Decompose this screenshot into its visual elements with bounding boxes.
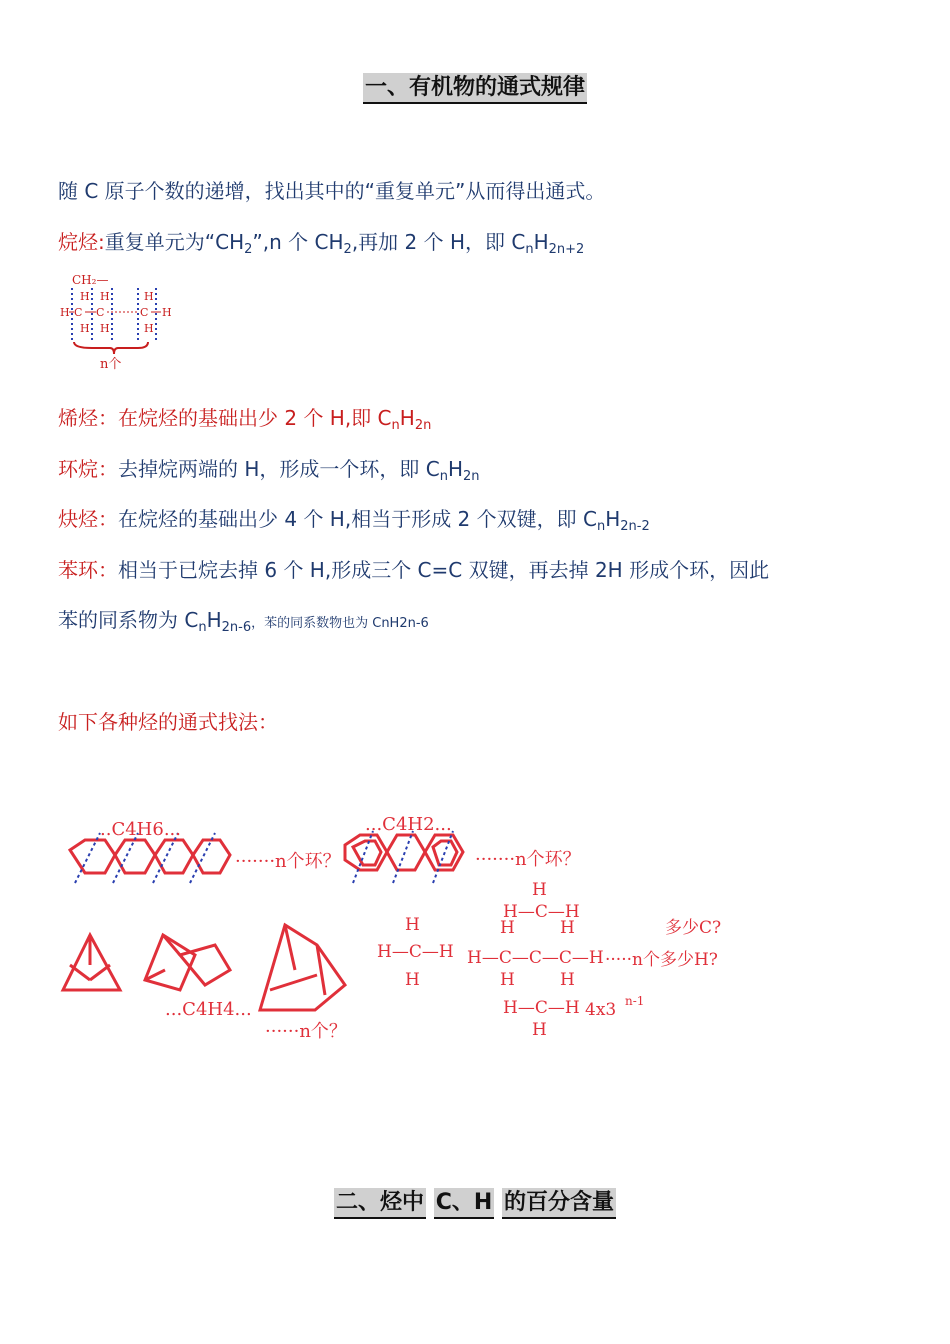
svg-text:H: H (60, 306, 70, 319)
c4h2-label: ...C4H2... (365, 814, 452, 835)
section1-title: 一、有机物的通式规律 (363, 73, 587, 104)
alkane-diagram-n: n个 (100, 357, 122, 372)
factor-exponent: n-1 (625, 994, 645, 1008)
svg-text:H: H (560, 918, 575, 938)
svg-text:H: H (144, 322, 154, 335)
c4h6-label: ..C4H6... (100, 819, 181, 840)
alkene-line: 烯烃：在烷烃的基础出少 2 个 H,即 $C_nH_{2n}$ (58, 406, 432, 433)
alkane-structure-diagram (58, 270, 188, 375)
n-question: ······n个？ (265, 1021, 347, 1042)
factor-label: 4x3 (585, 1000, 617, 1020)
svg-text:H: H (162, 306, 172, 319)
svg-text:H: H (100, 290, 110, 303)
intro-line: 随 C 原子个数的递增，找出其中的“重复单元”从而得出通式。 (58, 179, 606, 203)
svg-text:H—C—H: H—C—H (503, 998, 580, 1018)
alkyne-line: 炔烃：在烷烃的基础出少 4 个 H,相当于形成 2 个双键，即 $C_nH_{2n-2}$ (58, 507, 650, 534)
cycloalkane-line: 环烷：去掉烷两端的 H，形成一个环，即 $C_nH_{2n}$ (58, 457, 480, 484)
svg-text:H: H (500, 970, 515, 990)
svg-text:H—C—H: H—C—H (377, 942, 454, 962)
benzene-label: 苯环： (58, 558, 118, 582)
c4h4-label: ...C4H4... (165, 999, 252, 1020)
svg-text:H: H (80, 322, 90, 335)
svg-text:H: H (80, 290, 90, 303)
svg-text:H: H (405, 915, 420, 935)
benzene-line: 苯环：相当于已烷去掉 6 个 H,形成三个 C=C 双键，再去掉 2H 形成个环，因此 (58, 558, 770, 582)
svg-text:H: H (405, 970, 420, 990)
svg-text:H—C—H: H—C—H (503, 902, 580, 922)
svg-text:C: C (96, 306, 105, 319)
ring-question-2: ·······n个环？ (475, 849, 581, 870)
methods-intro: 如下各种烃的通式找法： (58, 710, 278, 734)
cycloalkane-label: 环烷： (58, 457, 118, 481)
svg-text:H: H (144, 290, 154, 303)
alkane-label: 烷烃: (58, 230, 105, 254)
section1-heading (0, 70, 950, 101)
hydrocarbon-figure (55, 805, 775, 1050)
alkane-diagram-top: CH₂— (72, 273, 109, 287)
benzene-line-2: 苯的同系物为 $C_nH_{2n-6}$，苯的同系数物也为 CnH2n-6 (58, 608, 429, 635)
alkene-label: 烯烃： (58, 406, 118, 430)
alkyne-label: 炔烃： (58, 507, 118, 531)
ring-question-1: ·······n个环？ (235, 851, 341, 872)
svg-text:C: C (74, 306, 83, 319)
many-h-label: ·····n个多少H? (605, 950, 718, 970)
svg-text:H—C—C—C—H: H—C—C—C—H (467, 948, 604, 968)
svg-text:H: H (560, 970, 575, 990)
svg-text:H: H (100, 322, 110, 335)
svg-text:C: C (140, 306, 149, 319)
alkane-line: 烷烃:重复单元为“$CH_2”,n$ 个 $CH_2$,再加 2 个 H，即 $C_nH_{2n+2}$ (58, 230, 585, 257)
section2-heading: 二、烃中 C、H 的百分含量 (0, 1185, 950, 1216)
svg-text:H: H (532, 1020, 547, 1040)
svg-text:H: H (532, 880, 547, 900)
many-c-label: 多少C? (665, 918, 722, 938)
svg-text:H: H (500, 918, 515, 938)
